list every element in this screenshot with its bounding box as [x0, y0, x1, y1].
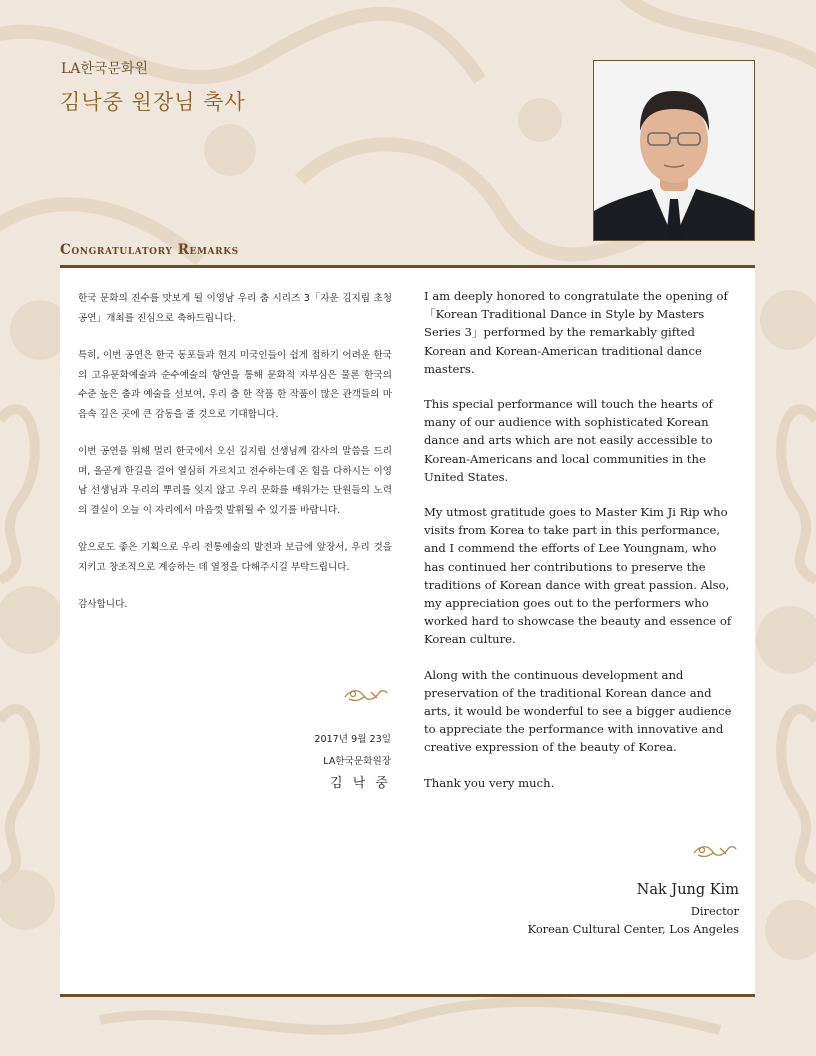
signature-name: Nak Jung Kim [636, 882, 739, 898]
korean-paragraph: 특히, 이번 공연은 한국 동포들과 현지 미국인들이 쉽게 접하기 어려운 한국의 고유문화예술과 순수예술의 향연을 통해 문화적 자부심은 물론 한국의 수준 높은 춤과 예술을 선보여, 우리 춤 한 작품 한 작품이 많은 관객들의 마음속 깊은 곳에 큰 감동을 줄 것으로 기대합니다. [78, 350, 392, 420]
korean-paragraph: 이번 공연을 위해 멀리 한국에서 오신 김지립 선생님께 감사의 말씀을 드리며, 올곧게 한길을 걸어 열심히 가르치고 전수하는데 온 힘을 다하시는 이영남 선생님과 우리의 뿌리를 잊지 않고 우리 문화를 배워가는 단원들의 노력의 결실이 오늘 이 자리에서 마음껏 발휘될 수 있기를 바랍니다. [78, 446, 392, 516]
signature-title: Director [690, 904, 739, 918]
page-title: 김낙중 원장님 축사 [60, 90, 246, 114]
english-remarks [424, 287, 739, 809]
flourish-ornament-icon [692, 843, 738, 859]
korean-paragraph: 감사합니다. [78, 599, 128, 610]
signature-organization: Korean Cultural Center, Los Angeles [527, 922, 739, 936]
korean-signature-name: 김 낙 중 [330, 776, 391, 791]
portrait-silhouette [594, 61, 754, 240]
section-heading: Congratulatory Remarks [60, 242, 239, 258]
flourish-ornament-icon [343, 687, 389, 703]
korean-paragraph: 한국 문화의 진수를 맛보게 될 이영남 우리 춤 시리즈 3「자운 김지립 초청 공연」개최를 진심으로 축하드립니다. [78, 293, 392, 324]
english-paragraph: I am deeply honored to congratulate the opening of「Korean Traditional Dance in Style by Masters Series 3」performed by the remarkably gifted Korean and Korean-American traditional dance masters. [424, 289, 728, 376]
korean-remarks [78, 289, 392, 633]
korean-paragraph: 앞으로도 좋은 기획으로 우리 전통예술의 발전과 보급에 앞장서, 우리 것을 지키고 창조적으로 계승하는 데 열정을 다해주시길 부탁드립니다. [78, 542, 392, 573]
english-paragraph: Thank you very much. [424, 775, 555, 790]
organization-name: LA한국문화원 [61, 61, 149, 77]
korean-office-title: LA한국문화원장 [323, 756, 391, 767]
english-paragraph: This special performance will touch the hearts of many of our audience with sophisticated Korean dance and arts which are not easily accessible to Korean-Americans and local communities in the United States. [424, 397, 713, 484]
bottom-divider [60, 994, 755, 997]
english-paragraph: Along with the continuous development and preservation of the traditional Korean dance and arts, it would be wonderful to see a bigger audience to appreciate the performance with innovative and creative expression of the beauty of Korea. [424, 667, 732, 755]
korean-date: 2017년 9월 23일 [314, 734, 391, 745]
english-paragraph: My utmost gratitude goes to Master Kim Ji Rip who visits from Korea to take part in this performance, and I commend the efforts of Lee Youngnam, who has continued her contributions to preserve the traditions of Korean dance with great passion. Also, my appreciation goes out to the performers who worked hard to showcase the beauty and essence of Korean culture. [424, 505, 732, 647]
portrait-photo [593, 60, 755, 241]
